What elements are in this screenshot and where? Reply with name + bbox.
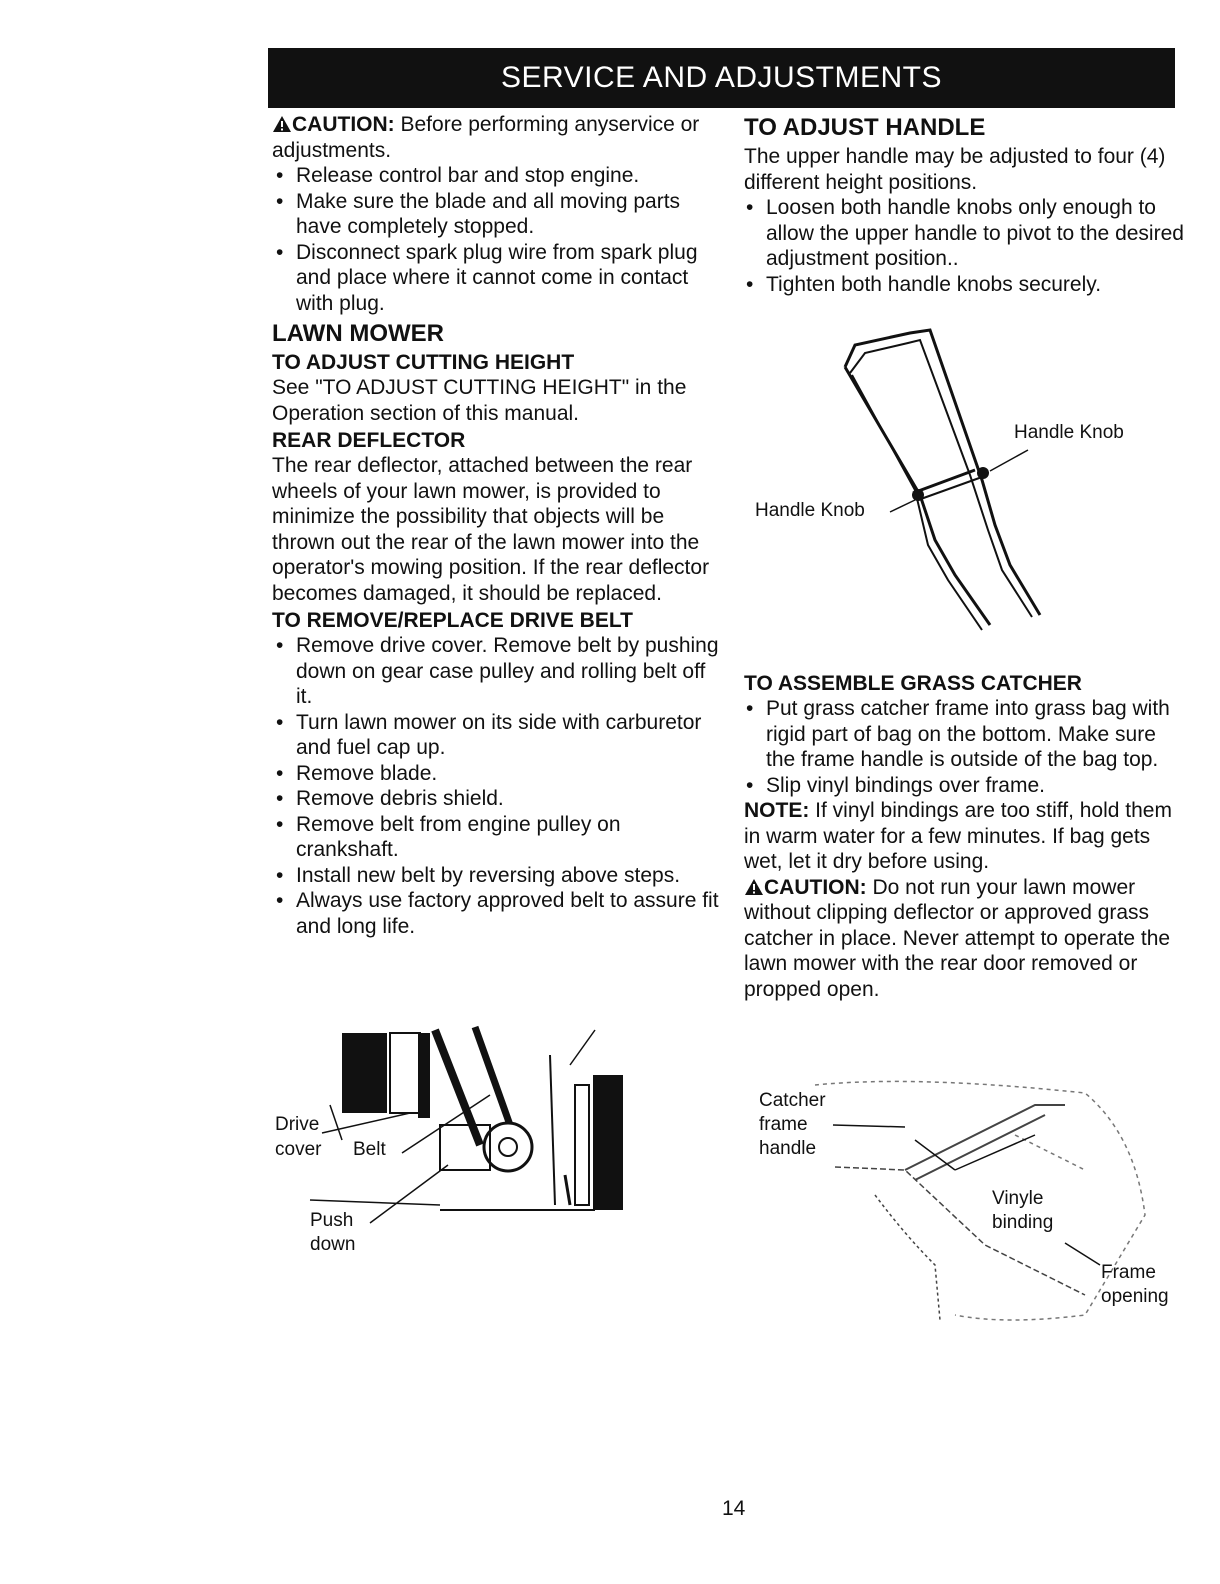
grass-catcher-list bbox=[744, 696, 1189, 798]
frame-opening-label-line-1: Frame bbox=[1101, 1262, 1156, 1283]
list-item: • Put grass catcher frame into grass bag with rigid part of bag on the bottom. Make sure the frame handle is outside of the bag top. bbox=[766, 696, 1189, 773]
catcher-caution-label: CAUTION: bbox=[764, 875, 867, 899]
list-item: • Slip vinyl bindings over frame. bbox=[766, 773, 1189, 799]
rear-deflector-text: The rear deflector, attached between the rear wheels of your lawn mower, is provided to minimize the possibility that objects will be thrown out the rear of the lawn mower into the operator's mowing position. If the rear deflector becomes damaged, it should be replaced. bbox=[272, 454, 710, 605]
caution-label: CAUTION: bbox=[292, 113, 395, 136]
drive-belt-list bbox=[272, 633, 722, 939]
list-item: • Make sure the blade and all moving parts have completely stopped. bbox=[296, 189, 722, 240]
note-label: NOTE: bbox=[744, 799, 810, 822]
catcher-frame-handle-label-line-2: frame bbox=[759, 1114, 808, 1135]
note-paragraph bbox=[744, 798, 1189, 875]
warning-triangle-icon bbox=[272, 115, 292, 133]
list-item: • Release control bar and stop engine. bbox=[296, 163, 722, 189]
belt-label: Belt bbox=[353, 1139, 386, 1160]
catcher-frame-handle-label-line-1: Catcher bbox=[759, 1090, 826, 1111]
list-item: • Remove drive cover. Remove belt by pushing down on gear case pulley and rolling belt off it. bbox=[296, 633, 722, 710]
vinyle-binding-label-line-1: Vinyle bbox=[992, 1188, 1044, 1209]
note-text: If vinyl bindings are too stiff, hold them in warm water for a few minutes. If bag gets wet, let it dry before using. bbox=[744, 799, 1172, 873]
push-down-label-line-1: Push bbox=[310, 1210, 354, 1231]
list-item: • Turn lawn mower on its side with carburetor and fuel cap up. bbox=[296, 710, 722, 761]
page-number: 14 bbox=[722, 1497, 746, 1520]
push-down-label-line-2: down bbox=[310, 1234, 356, 1255]
adjust-handle-text: The upper handle may be adjusted to four (4) different height positions. bbox=[744, 145, 1166, 194]
cutting-height-heading: TO ADJUST CUTTING HEIGHT bbox=[272, 351, 575, 374]
list-item: • Loosen both handle knobs only enough to allow the upper handle to pivot to the desired adjustment position.. bbox=[766, 195, 1189, 272]
catcher-frame-handle-label-line-3: handle bbox=[759, 1138, 817, 1159]
list-item: • Install new belt by reversing above steps. bbox=[296, 863, 722, 889]
lawn-mower-heading: LAWN MOWER bbox=[272, 320, 444, 347]
handle-illustration bbox=[750, 325, 1170, 645]
caution-paragraph bbox=[272, 112, 722, 163]
caution-text: Before performing anyservice or adjustments. bbox=[272, 113, 700, 162]
page-banner: SERVICE AND ADJUSTMENTS bbox=[268, 48, 1175, 108]
catcher-caution-paragraph bbox=[744, 875, 1189, 1003]
drive-belt-figure bbox=[270, 1025, 630, 1265]
list-item: • Remove debris shield. bbox=[296, 786, 722, 812]
handle-knob-label-right: Handle Knob bbox=[1014, 422, 1124, 443]
drive-belt-heading: TO REMOVE/REPLACE DRIVE BELT bbox=[272, 609, 633, 632]
list-item: • Tighten both handle knobs securely. bbox=[766, 272, 1189, 298]
warning-triangle-icon bbox=[744, 878, 764, 896]
catcher-caution-text: Do not run your lawn mower without clipping deflector or approved grass catcher in place. Never attempt to operate the lawn mower with the rear door removed or propped open. bbox=[744, 875, 1171, 1001]
list-item: • Always use factory approved belt to assure fit and long life. bbox=[296, 888, 722, 939]
drive-cover-label-line-2: cover bbox=[275, 1139, 322, 1160]
drive-cover-label-line-1: Drive bbox=[275, 1114, 320, 1135]
cutting-height-text: See "TO ADJUST CUTTING HEIGHT" in the Operation section of this manual. bbox=[272, 376, 687, 425]
frame-opening-label-line-2: opening bbox=[1101, 1286, 1169, 1307]
grass-catcher-heading: TO ASSEMBLE GRASS CATCHER bbox=[744, 672, 1082, 695]
grass-catcher-figure bbox=[755, 1075, 1185, 1335]
list-item: • Remove blade. bbox=[296, 761, 722, 787]
adjust-handle-heading: TO ADJUST HANDLE bbox=[744, 114, 986, 141]
rear-deflector-heading: REAR DEFLECTOR bbox=[272, 429, 466, 452]
caution-list bbox=[272, 163, 722, 316]
left-column bbox=[272, 112, 722, 939]
handle-knob-label-left: Handle Knob bbox=[755, 500, 865, 521]
list-item: • Remove belt from engine pulley on crankshaft. bbox=[296, 812, 722, 863]
adjust-handle-list bbox=[744, 195, 1189, 297]
list-item: • Disconnect spark plug wire from spark plug and place where it cannot come in contact with plug. bbox=[296, 240, 722, 317]
handle-figure bbox=[750, 325, 1170, 645]
vinyle-binding-label-line-2: binding bbox=[992, 1212, 1054, 1233]
